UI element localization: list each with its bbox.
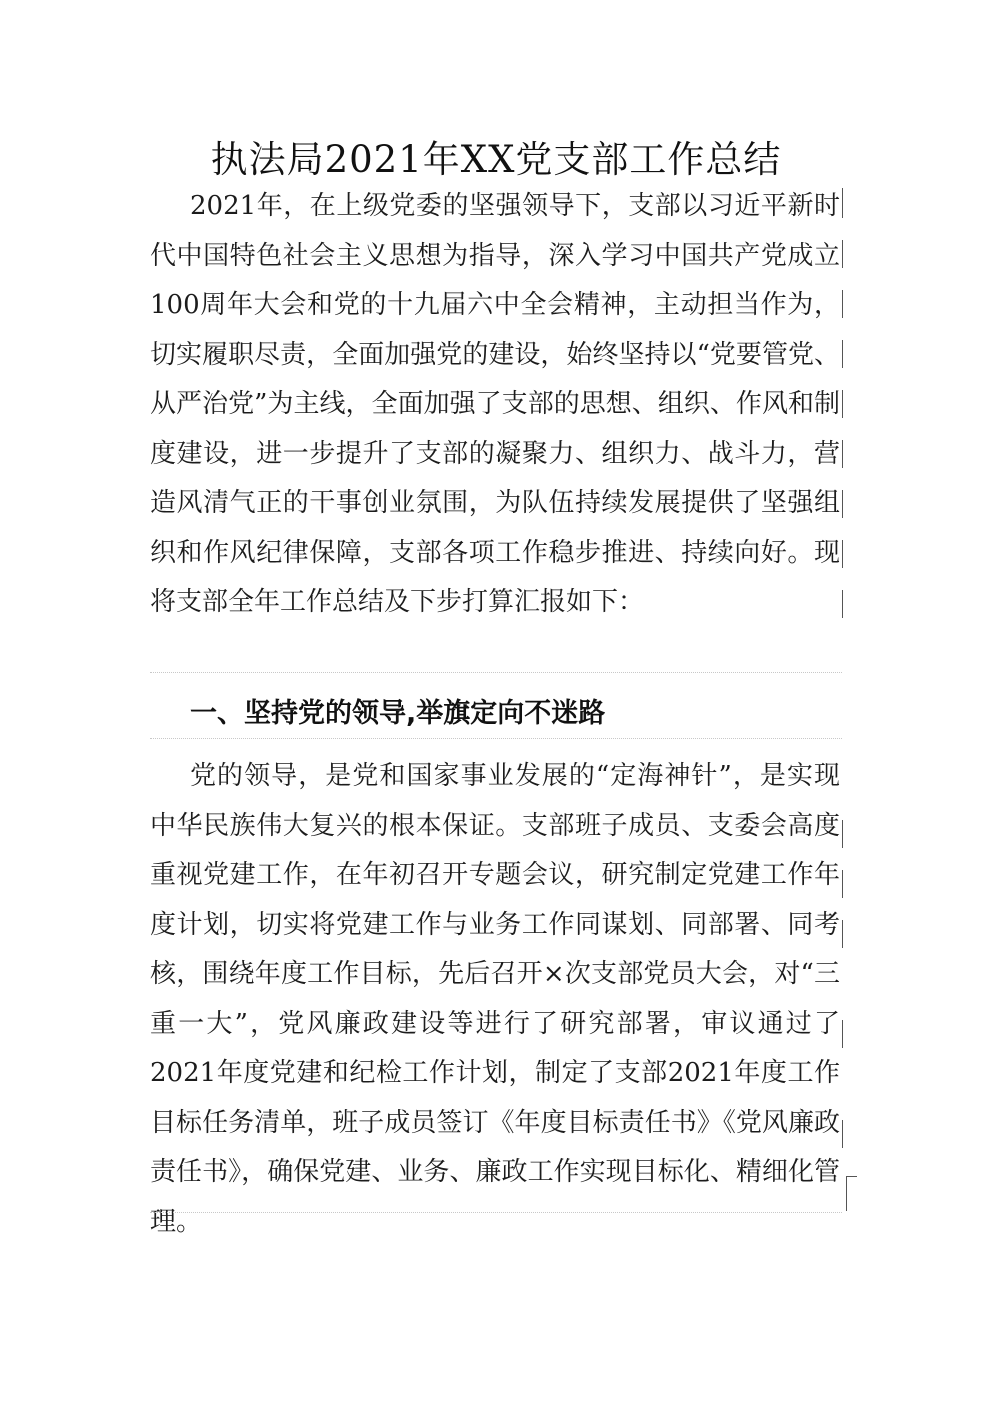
section-heading: 一、坚持党的领导,举旗定向不迷路 [190, 698, 606, 729]
text-boundary-corner-mark [846, 1176, 857, 1211]
document-title: 执法局2021年XX党支部工作总结 [210, 138, 782, 181]
paragraph-boundary-line [150, 1212, 842, 1213]
margin-line-marker [842, 290, 843, 318]
margin-line-marker [842, 820, 843, 848]
margin-line-marker [842, 1120, 843, 1148]
margin-line-marker [842, 590, 843, 618]
margin-line-marker [842, 240, 843, 268]
paragraph-boundary-line [150, 738, 842, 739]
margin-line-marker [842, 340, 843, 368]
margin-line-marker [842, 540, 843, 568]
body-paragraph-intro: 2021年，在上级党委的坚强领导下，支部以习近平新时代中国特色社会主义思想为指导，深入学习中国共产党成立100周年大会和党的十九届六中全会精神，主动担当作为，切实履职尽责，全面加强党的建设，始终坚持以“党要管党、从严治党”为主线，全面加强了支部的思想、组织、作风和制度建设，进一步提升了支部的凝聚力、组织力、战斗力，营造风清气正的干事创业氛围，为队伍持续发展提供了坚强组织和作风纪律保障，支部各项工作稳步推进、持续向好。现将支部全年工作总结及下步打算汇报如下： [150, 191, 840, 617]
margin-line-marker [842, 390, 843, 418]
margin-line-marker [842, 870, 843, 898]
margin-line-marker [842, 188, 843, 218]
margin-line-marker [842, 490, 843, 518]
margin-line-marker [842, 1020, 843, 1048]
paragraph-boundary-line [150, 672, 842, 673]
body-paragraph-section1: 党的领导，是党和国家事业发展的“定海神针”，是实现中华民族伟大复兴的根本保证。支部班子成员、支委会高度重视党建工作，在年初召开专题会议，研究制定党建工作年度计划，切实将党建工作与业务工作同谋划、同部署、同考核，围绕年度工作目标，先后召开×次支部党员大会，对“三重一大”，党风廉政建设等进行了研究部署，审议通过了2021年度党建和纪检工作计划，制定了支部2021年度工作目标任务清单，班子成员签订《年度目标责任书》《党风廉政责任书》，确保党建、业务、廉政工作实现目标化、精细化管理。 [150, 761, 840, 1237]
margin-line-marker [842, 440, 843, 468]
margin-line-marker [842, 920, 843, 948]
